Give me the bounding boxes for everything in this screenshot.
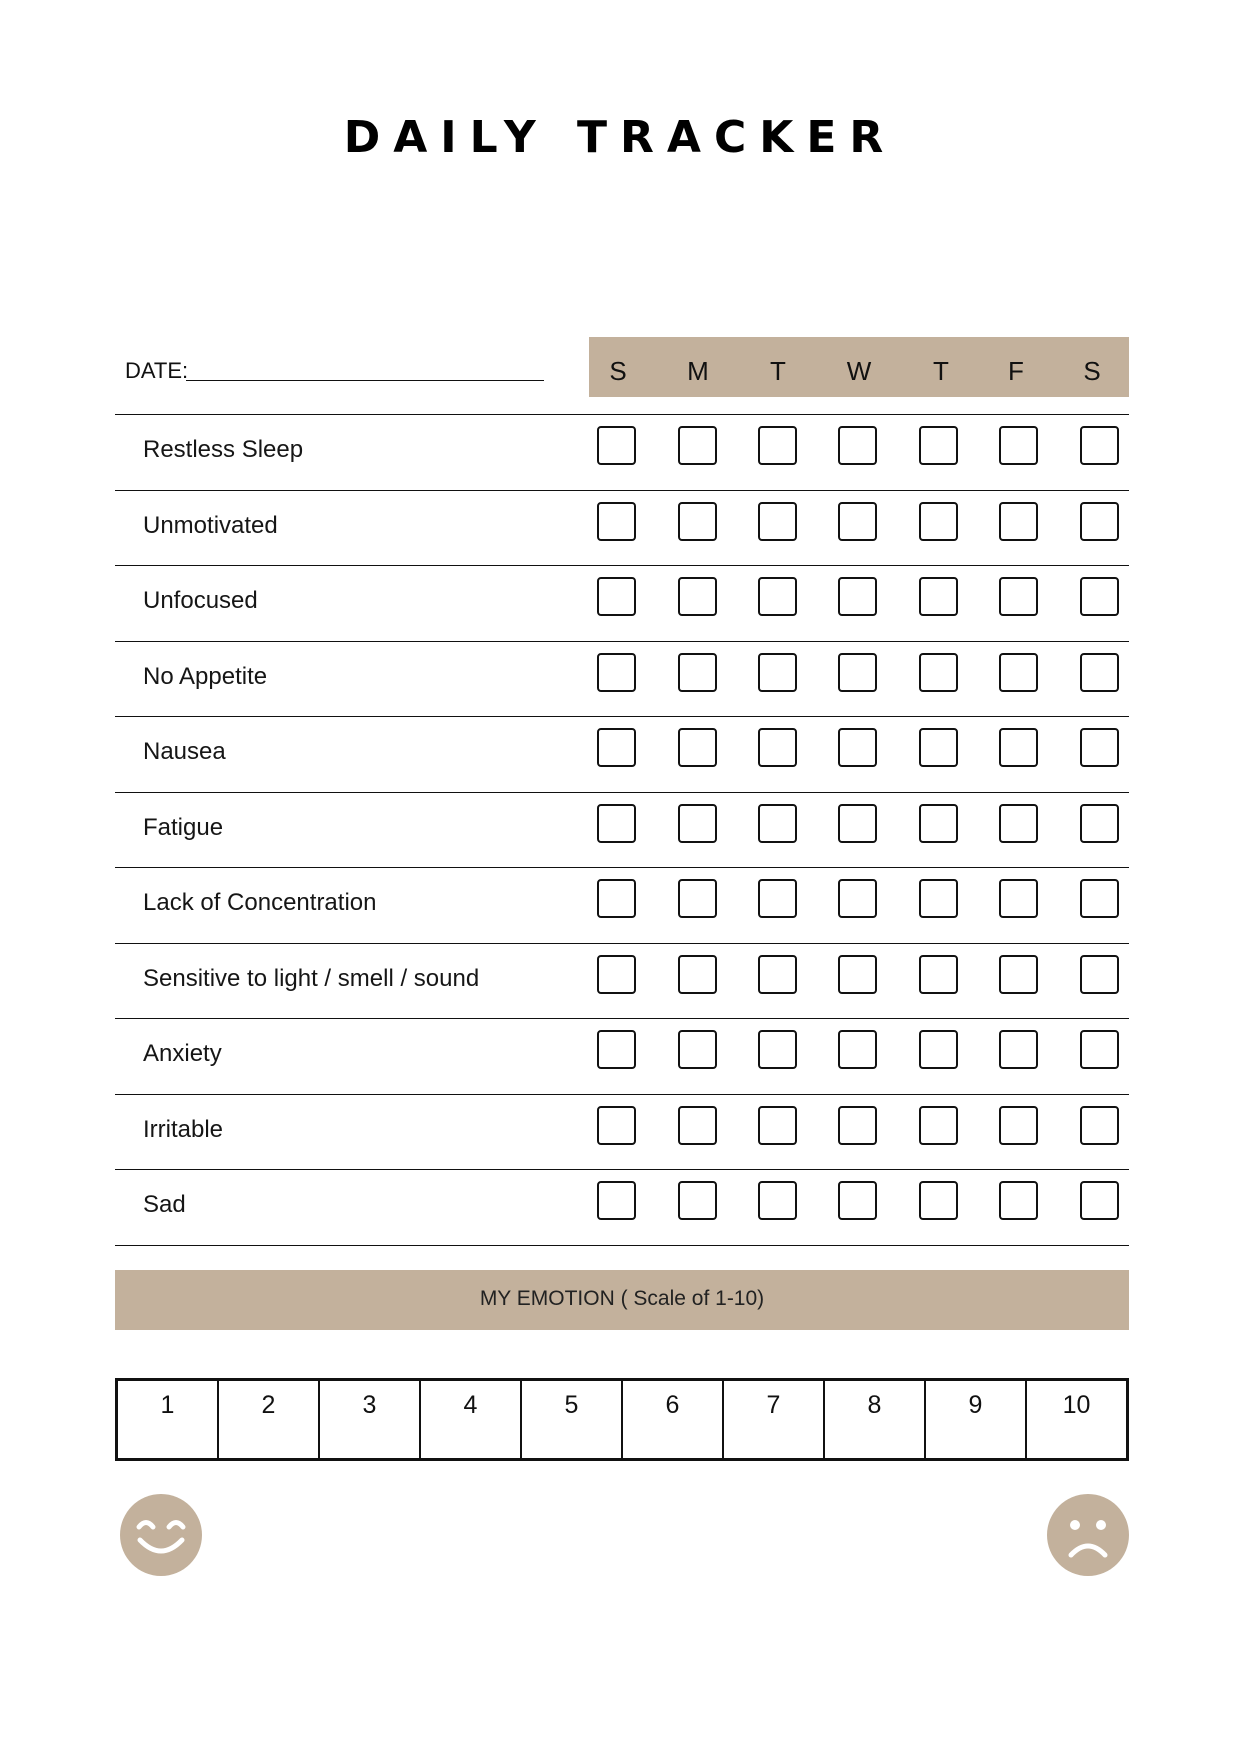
day-checkbox[interactable] <box>919 577 958 616</box>
row-divider <box>115 1094 1129 1095</box>
day-checkbox[interactable] <box>919 955 958 994</box>
day-checkbox[interactable] <box>678 426 717 465</box>
day-checkbox[interactable] <box>1080 1030 1119 1069</box>
day-label: T <box>770 356 786 386</box>
row-divider <box>115 1245 1129 1246</box>
row-divider <box>115 943 1129 944</box>
day-label: S <box>1083 356 1101 386</box>
day-checkbox[interactable] <box>838 879 877 918</box>
symptom-label: Sensitive to light / smell / sound <box>143 964 480 992</box>
day-checkbox[interactable] <box>999 1106 1038 1145</box>
day-checkbox[interactable] <box>999 1181 1038 1220</box>
day-checkbox[interactable] <box>758 653 797 692</box>
scale-cell-8[interactable] <box>825 1381 926 1458</box>
symptom-label: Fatigue <box>143 813 224 841</box>
scale-number: 10 <box>1062 1391 1091 1419</box>
day-checkbox[interactable] <box>678 804 717 843</box>
day-checkbox[interactable] <box>1080 728 1119 767</box>
day-checkbox[interactable] <box>919 1106 958 1145</box>
day-checkbox[interactable] <box>838 955 877 994</box>
day-checkbox[interactable] <box>999 879 1038 918</box>
day-checkbox[interactable] <box>758 502 797 541</box>
day-label: F <box>1008 356 1024 386</box>
day-checkbox[interactable] <box>838 1106 877 1145</box>
date-field-line[interactable] <box>186 380 544 381</box>
scale-cell-10[interactable] <box>1027 1381 1126 1458</box>
day-checkbox[interactable] <box>838 502 877 541</box>
day-checkbox[interactable] <box>999 426 1038 465</box>
day-checkbox[interactable] <box>758 879 797 918</box>
day-label: T <box>933 356 949 386</box>
day-checkbox[interactable] <box>919 804 958 843</box>
day-checkbox[interactable] <box>919 426 958 465</box>
day-label: M <box>687 356 709 386</box>
symptom-label: Anxiety <box>143 1040 222 1067</box>
day-checkbox[interactable] <box>758 1030 797 1069</box>
day-checkbox[interactable] <box>597 653 636 692</box>
day-checkbox[interactable] <box>678 653 717 692</box>
day-checkbox[interactable] <box>919 1030 958 1069</box>
day-checkbox[interactable] <box>678 1181 717 1220</box>
day-checkbox[interactable] <box>1080 879 1119 918</box>
day-checkbox[interactable] <box>678 728 717 767</box>
day-checkbox[interactable] <box>597 879 636 918</box>
symptom-label: Irritable <box>143 1115 224 1143</box>
scale-cell-4[interactable] <box>421 1381 522 1458</box>
day-checkbox[interactable] <box>1080 1181 1119 1220</box>
day-checkbox[interactable] <box>678 1030 717 1069</box>
day-checkbox[interactable] <box>678 1106 717 1145</box>
day-checkbox[interactable] <box>1080 804 1119 843</box>
day-checkbox[interactable] <box>758 955 797 994</box>
day-checkbox[interactable] <box>597 1030 636 1069</box>
row-divider <box>115 641 1129 642</box>
emotion-heading: MY EMOTION ( Scale of 1-10) <box>479 1287 765 1310</box>
day-checkbox[interactable] <box>919 1181 958 1220</box>
day-checkbox[interactable] <box>678 955 717 994</box>
day-checkbox[interactable] <box>999 1030 1038 1069</box>
day-checkbox[interactable] <box>999 955 1038 994</box>
day-checkbox[interactable] <box>838 728 877 767</box>
day-checkbox[interactable] <box>919 728 958 767</box>
day-checkbox[interactable] <box>999 577 1038 616</box>
day-checkbox[interactable] <box>597 1181 636 1220</box>
row-divider <box>115 1169 1129 1170</box>
day-checkbox[interactable] <box>597 955 636 994</box>
day-checkbox[interactable] <box>919 502 958 541</box>
scale-number: 6 <box>665 1391 680 1419</box>
scale-cell-2[interactable] <box>219 1381 320 1458</box>
day-checkbox[interactable] <box>678 879 717 918</box>
symptom-label: Unfocused <box>143 587 258 614</box>
day-checkbox[interactable] <box>838 577 877 616</box>
row-divider <box>115 1018 1129 1019</box>
day-checkbox[interactable] <box>597 804 636 843</box>
row-divider <box>115 792 1129 793</box>
scale-number: 8 <box>867 1391 882 1419</box>
day-checkbox[interactable] <box>919 653 958 692</box>
smiling-face-icon <box>120 1494 202 1576</box>
day-checkbox[interactable] <box>838 804 877 843</box>
symptom-label: Restless Sleep <box>143 436 304 463</box>
day-checkbox[interactable] <box>1080 955 1119 994</box>
scale-number: 4 <box>463 1391 478 1419</box>
day-checkbox[interactable] <box>999 502 1038 541</box>
day-checkbox[interactable] <box>999 804 1038 843</box>
day-checkbox[interactable] <box>597 1106 636 1145</box>
day-checkbox[interactable] <box>678 502 717 541</box>
day-checkbox[interactable] <box>838 426 877 465</box>
day-checkbox[interactable] <box>758 1106 797 1145</box>
day-checkbox[interactable] <box>838 653 877 692</box>
symptom-label: Unmotivated <box>143 511 278 539</box>
day-header-bar <box>589 337 1129 397</box>
day-checkbox[interactable] <box>1080 577 1119 616</box>
day-checkbox[interactable] <box>758 426 797 465</box>
symptom-label: Nausea <box>143 738 226 765</box>
row-divider <box>115 867 1129 868</box>
scale-number: 3 <box>362 1391 377 1419</box>
scale-cell-5[interactable] <box>522 1381 623 1458</box>
scale-number: 7 <box>766 1391 781 1419</box>
scale-number: 2 <box>261 1391 276 1419</box>
scale-cell-6[interactable] <box>623 1381 724 1458</box>
emotion-scale <box>115 1378 1129 1461</box>
day-label: S <box>609 356 627 386</box>
date-label: DATE: <box>125 358 189 383</box>
scale-number: 9 <box>968 1391 983 1419</box>
row-divider <box>115 414 1129 415</box>
day-checkbox[interactable] <box>919 879 958 918</box>
day-checkbox[interactable] <box>597 577 636 616</box>
day-checkbox[interactable] <box>838 1181 877 1220</box>
day-label: W <box>846 356 872 386</box>
scale-number: 1 <box>160 1391 175 1419</box>
scale-cell-3[interactable] <box>320 1381 421 1458</box>
scale-cell-1[interactable] <box>118 1381 219 1458</box>
day-checkbox[interactable] <box>597 426 636 465</box>
symptom-label: Lack of Concentration <box>143 889 377 916</box>
day-checkbox[interactable] <box>758 728 797 767</box>
page-title: DAILY TRACKER <box>343 112 897 163</box>
scale-cell-9[interactable] <box>926 1381 1027 1458</box>
day-checkbox[interactable] <box>1080 653 1119 692</box>
day-checkbox[interactable] <box>758 577 797 616</box>
scale-number: 5 <box>564 1391 579 1419</box>
row-divider <box>115 490 1129 491</box>
row-divider <box>115 565 1129 566</box>
day-checkbox[interactable] <box>597 502 636 541</box>
day-checkbox[interactable] <box>1080 502 1119 541</box>
symptom-label: Sad <box>143 1191 186 1218</box>
day-checkbox[interactable] <box>999 728 1038 767</box>
sad-face-icon <box>1047 1494 1129 1576</box>
day-checkbox[interactable] <box>678 577 717 616</box>
emotion-heading-bar <box>115 1270 1129 1330</box>
day-checkbox[interactable] <box>838 1030 877 1069</box>
day-checkbox[interactable] <box>597 728 636 767</box>
symptom-label: No Appetite <box>143 662 268 690</box>
day-checkbox[interactable] <box>1080 1106 1119 1145</box>
day-checkbox[interactable] <box>999 653 1038 692</box>
row-divider <box>115 716 1129 717</box>
day-checkbox[interactable] <box>758 804 797 843</box>
day-checkbox[interactable] <box>1080 426 1119 465</box>
scale-cell-7[interactable] <box>724 1381 825 1458</box>
day-checkbox[interactable] <box>758 1181 797 1220</box>
